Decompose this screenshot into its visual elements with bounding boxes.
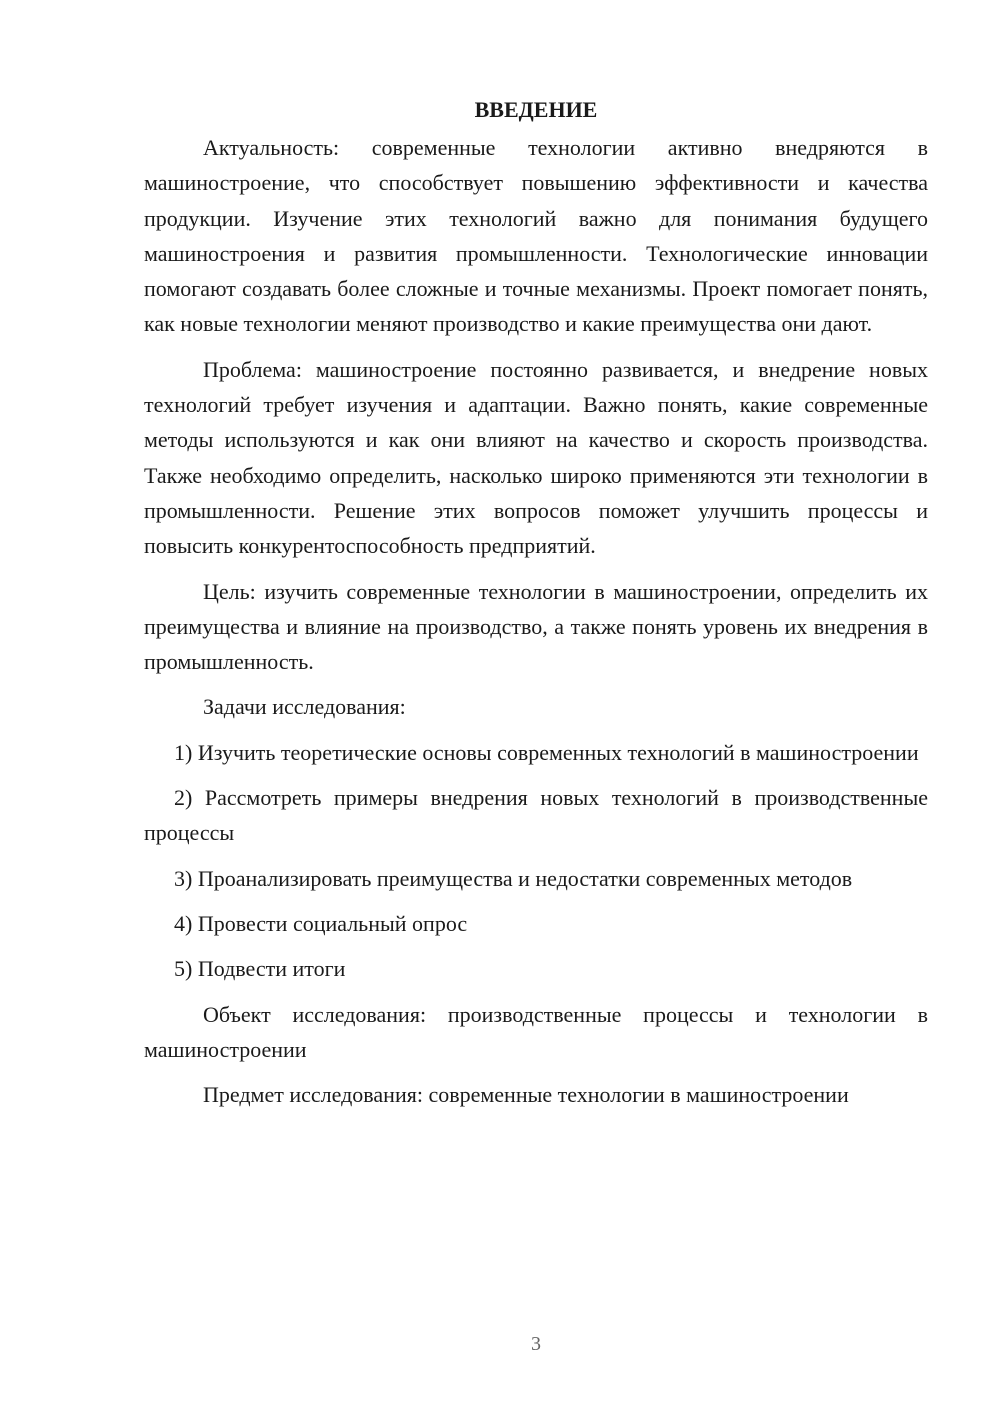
- list-item: 4) Провести социальный опрос: [174, 910, 468, 936]
- list-item: 5) Подвести итоги: [174, 956, 346, 982]
- subject-paragraph: Предмет исследования: современные технологии в машиностроении: [203, 1082, 849, 1108]
- list-item: 1) Изучить теоретические основы современных технологий в машиностроении: [174, 739, 919, 765]
- tasks-list: [144, 735, 928, 987]
- relevance-paragraph: Актуальность: современные технологии активно внедряются в машиностроение, что способствует повышению эффективности и качества продукции. Изучение этих технологий важно для понимания будущего машиностроения и развития промышленности. Технологические инновации помогают создавать более сложные и точные механизмы. Проект помогает понять, как новые технологии меняют производство и какие преимущества они дают.: [144, 135, 928, 337]
- document-page: [144, 92, 928, 1122]
- goal-paragraph: Цель: изучить современные технологии в машиностроении, определить их преимущества и влияние на производство, а также понять уровень их внедрения в промышленность.: [144, 578, 928, 675]
- list-item: 3) Проанализировать преимущества и недостатки современных методов: [174, 865, 853, 891]
- problem-paragraph: Проблема: машиностроение постоянно развивается, и внедрение новых технологий требует изучения и адаптации. Важно понять, какие современные методы используются и как они влияют на качество и скорость производства. Также необходимо определить, насколько широко применяются эти технологии в промышленности. Решение этих вопросов поможет улучшить процессы и повысить конкурентоспособность предприятий.: [144, 356, 928, 559]
- page-number: 3: [531, 1333, 541, 1355]
- list-item: 2) Рассмотреть примеры внедрения новых технологий в производственные процессы: [144, 785, 928, 846]
- object-paragraph: Объект исследования: производственные процессы и технологии в машиностроении: [144, 1001, 928, 1062]
- tasks-heading: Задачи исследования:: [203, 694, 406, 720]
- page-title: ВВЕДЕНИЕ: [474, 97, 598, 122]
